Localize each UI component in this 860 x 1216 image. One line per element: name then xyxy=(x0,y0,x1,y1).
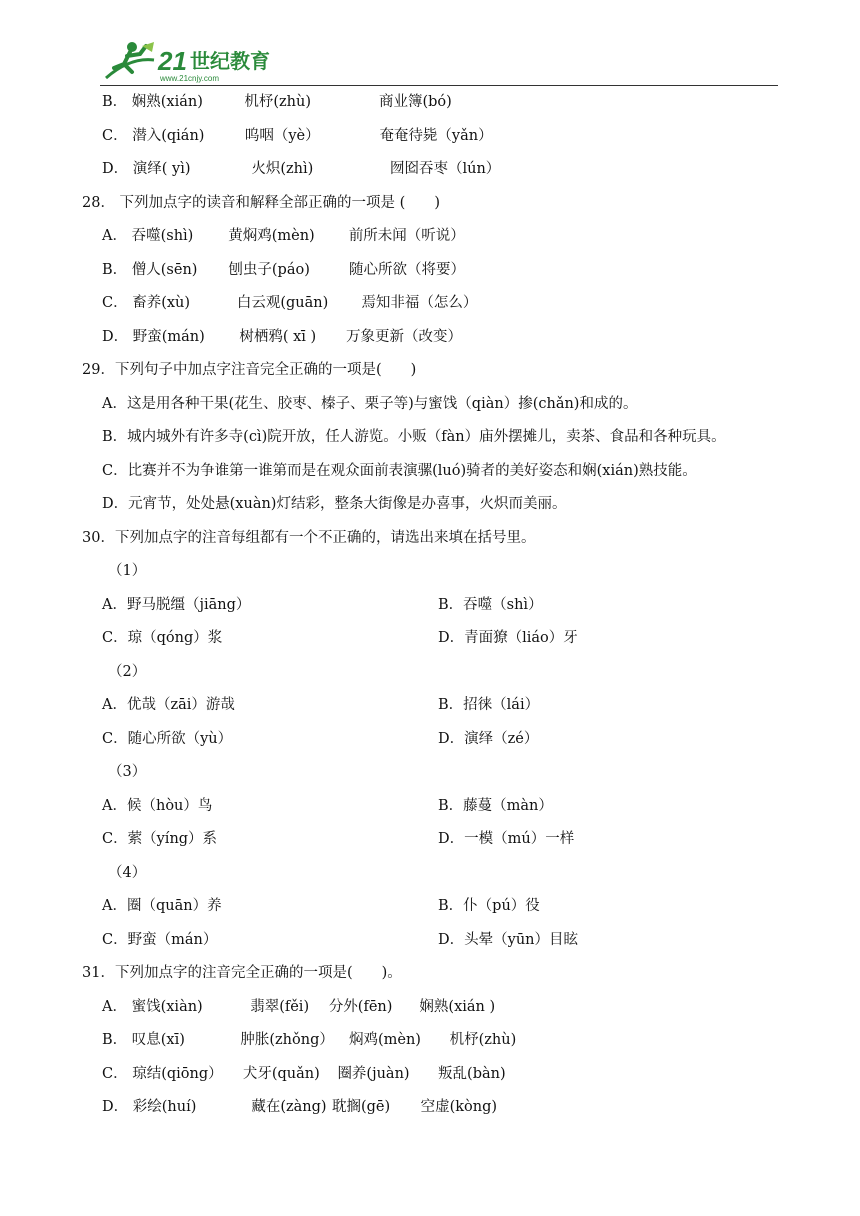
q27-option-b: B． 娴熟(xián) 机杼(zhù) 商业簿(bó) xyxy=(102,94,452,110)
q28-option-c: C． 畜养(xù) 白云观(guān) 焉知非福（怎么） xyxy=(102,295,478,311)
q27-option-d: D． 演绎( yì) 火炽(zhì) 囫囵吞枣（lún） xyxy=(102,161,501,177)
question-content xyxy=(82,86,782,1125)
q30-group-2-row-cd: C．随心所欲（yù） D．演绎（zé） xyxy=(102,730,539,747)
q29-option-b: B．城内城外有许多寺(cì)院开放，任人游览。小贩（fàn）庙外摆摊儿，卖茶、食品和各种玩具。 xyxy=(102,429,726,445)
q30-group-1-row-ab: A．野马脱缰（jiāng） B．吞噬（shì） xyxy=(102,596,543,613)
q30-group-1-label: （1） xyxy=(108,563,147,579)
q30-stem: 30．下列加点字的注音每组都有一个不正确的，请选出来填在括号里。 xyxy=(82,529,536,546)
q28-option-d: D． 野蛮(mán) 树栖鸦( xī ) 万象更新（改变） xyxy=(102,328,462,345)
q28-option-a: A． 吞噬(shì) 黄焖鸡(mèn) 前所未闻（听说） xyxy=(102,228,465,244)
q30-group-2-row-ab: A．优哉（zāi）游哉 B．招徕（lái） xyxy=(102,697,540,713)
q29-stem: 29．下列句子中加点字注音完全正确的一项是( ) xyxy=(82,362,417,378)
site-logo xyxy=(102,38,292,84)
svg-text:21: 21 xyxy=(158,46,187,76)
q30-group-1-row-cd: C．琼（qóng）浆 D．青面獠（liáo）牙 xyxy=(102,630,578,646)
q28-stem: 28． 下列加点字的读音和解释全部正确的一项是 ( ) xyxy=(82,194,440,211)
q29-option-c: C．比赛并不为争谁第一谁第而是在观众面前表演骡(luó)骑者的美好姿态和娴(xián)熟技能。 xyxy=(102,462,697,479)
q31-option-b: B． 叹息(xī) 肿胀(zhǒng） 焖鸡(mèn) 机杼(zhù) xyxy=(102,1032,517,1048)
svg-text:www.21cnjy.com: www.21cnjy.com xyxy=(160,74,219,83)
q31-option-d: D． 彩绘(huí) 藏在(zàng) 耽搁(gē) 空虚(kòng) xyxy=(102,1099,498,1115)
q28-option-b: B． 僧人(sēn) 刨虫子(páo) 随心所欲（将要） xyxy=(102,261,465,278)
q29-option-a: A．这是用各种干果(花生、胶枣、榛子、栗子等)与蜜饯（qiàn）掺(chǎn)和成的。 xyxy=(102,395,638,412)
q31-option-c: C． 琼结(qiōng） 犬牙(quǎn) 圈养(juàn) 叛乱(bàn) xyxy=(102,1065,506,1082)
q30-group-3-label: （3） xyxy=(108,764,147,780)
q27-option-c: C． 潜入(qián) 呜咽（yè） 奄奄待毙（yǎn） xyxy=(102,127,493,144)
q30-group-2-label: （2） xyxy=(108,663,147,680)
page-header xyxy=(100,36,780,90)
q30-group-3-row-ab: A．候（hòu）鸟 B．藤蔓（màn） xyxy=(102,797,553,814)
q31-stem: 31．下列加点字的注音完全正确的一项是( )。 xyxy=(82,965,402,981)
q29-option-d: D．元宵节，处处悬(xuàn)灯结彩，整条大街像是办喜事，火炽而美丽。 xyxy=(102,496,567,512)
q30-group-4-label: （4） xyxy=(108,864,147,881)
q30-group-4-row-cd: C．野蛮（mán） D．头晕（yūn）目眩 xyxy=(102,931,579,948)
q30-group-4-row-ab: A．圈（quān）养 B．仆（pú）役 xyxy=(102,898,540,914)
q31-option-a: A． 蜜饯(xiàn) 翡翠(fěi) 分外(fēn) 娴熟(xián ) xyxy=(102,998,496,1015)
q30-group-3-row-cd: C．萦（yíng）系 D．一模（mú）一样 xyxy=(102,831,575,847)
svg-text:世纪教育: 世纪教育 xyxy=(190,49,270,73)
